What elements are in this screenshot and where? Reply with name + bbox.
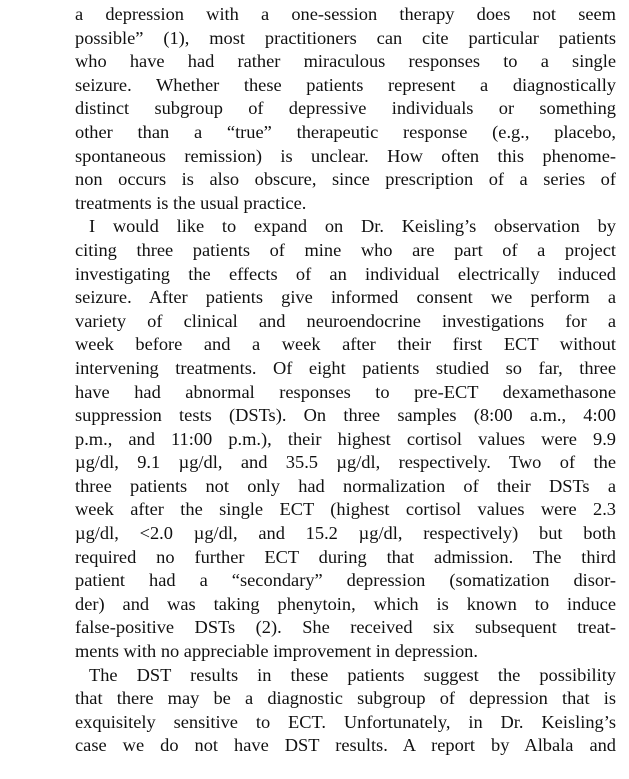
paragraph-1	[75, 3, 616, 215]
text-line: patient had a “secondary” depression (somatization disor-	[75, 570, 616, 591]
text-line: distinct subgroup of depressive individuals or something	[75, 98, 616, 119]
text-line: µg/dl, <2.0 µg/dl, and 15.2 µg/dl, respectively) but both	[75, 523, 616, 544]
text-line: case we do not have DST results. A report by Albala and	[75, 735, 616, 756]
text-line: possible” (1), most practitioners can cite particular patients	[75, 27, 616, 48]
text-line: der) and was taking phenytoin, which is known to induce	[75, 593, 616, 614]
text-line: seizure. After patients give informed consent we perform a	[75, 287, 616, 308]
paragraph-2	[75, 215, 616, 663]
text-line: required no further ECT during that admission. The third	[75, 546, 616, 567]
text-line: treatments is the usual practice.	[75, 192, 307, 213]
letter-body-text	[75, 3, 616, 758]
text-line: The DST results in these patients suggest the possibility	[89, 664, 616, 685]
text-line: ments with no appreciable improvement in depression.	[75, 641, 478, 662]
text-line: week before and a week after their first ECT without	[75, 334, 616, 355]
text-line: p.m., and 11:00 p.m.), their highest cortisol values were 9.9	[75, 428, 616, 449]
text-line: that there may be a diagnostic subgroup of depression that is	[75, 688, 616, 709]
text-line: I would like to expand on Dr. Keisling’s observation by	[89, 216, 616, 237]
text-line: spontaneous remission) is unclear. How often this phenome-	[75, 145, 616, 166]
text-line: three patients not only had normalization of their DSTs a	[75, 475, 616, 496]
text-line: seizure. Whether these patients represent a diagnostically	[75, 74, 616, 95]
text-line: investigating the effects of an individual electrically induced	[75, 263, 616, 284]
text-line: other than a “true” therapeutic response (e.g., placebo,	[75, 121, 616, 142]
text-line: have had abnormal responses to pre-ECT dexamethasone	[75, 381, 616, 402]
text-line: intervening treatments. Of eight patients studied so far, three	[75, 357, 616, 378]
paragraph-3	[75, 664, 616, 758]
text-line: µg/dl, 9.1 µg/dl, and 35.5 µg/dl, respectively. Two of the	[75, 452, 616, 473]
text-line: false-positive DSTs (2). She received six subsequent treat-	[75, 617, 616, 638]
text-line: a depression with a one-session therapy does not seem	[75, 4, 616, 24]
text-line: who have had rather miraculous responses to a single	[75, 51, 616, 72]
text-line: variety of clinical and neuroendocrine investigations for a	[75, 310, 616, 331]
text-line: week after the single ECT (highest cortisol values were 2.3	[75, 499, 616, 520]
text-line: exquisitely sensitive to ECT. Unfortunately, in Dr. Keisling’s	[75, 711, 616, 732]
text-line: suppression tests (DSTs). On three samples (8:00 a.m., 4:00	[75, 405, 616, 426]
text-line: non occurs is also obscure, since prescription of a series of	[75, 169, 616, 190]
text-line: citing three patients of mine who are part of a project	[75, 239, 616, 260]
